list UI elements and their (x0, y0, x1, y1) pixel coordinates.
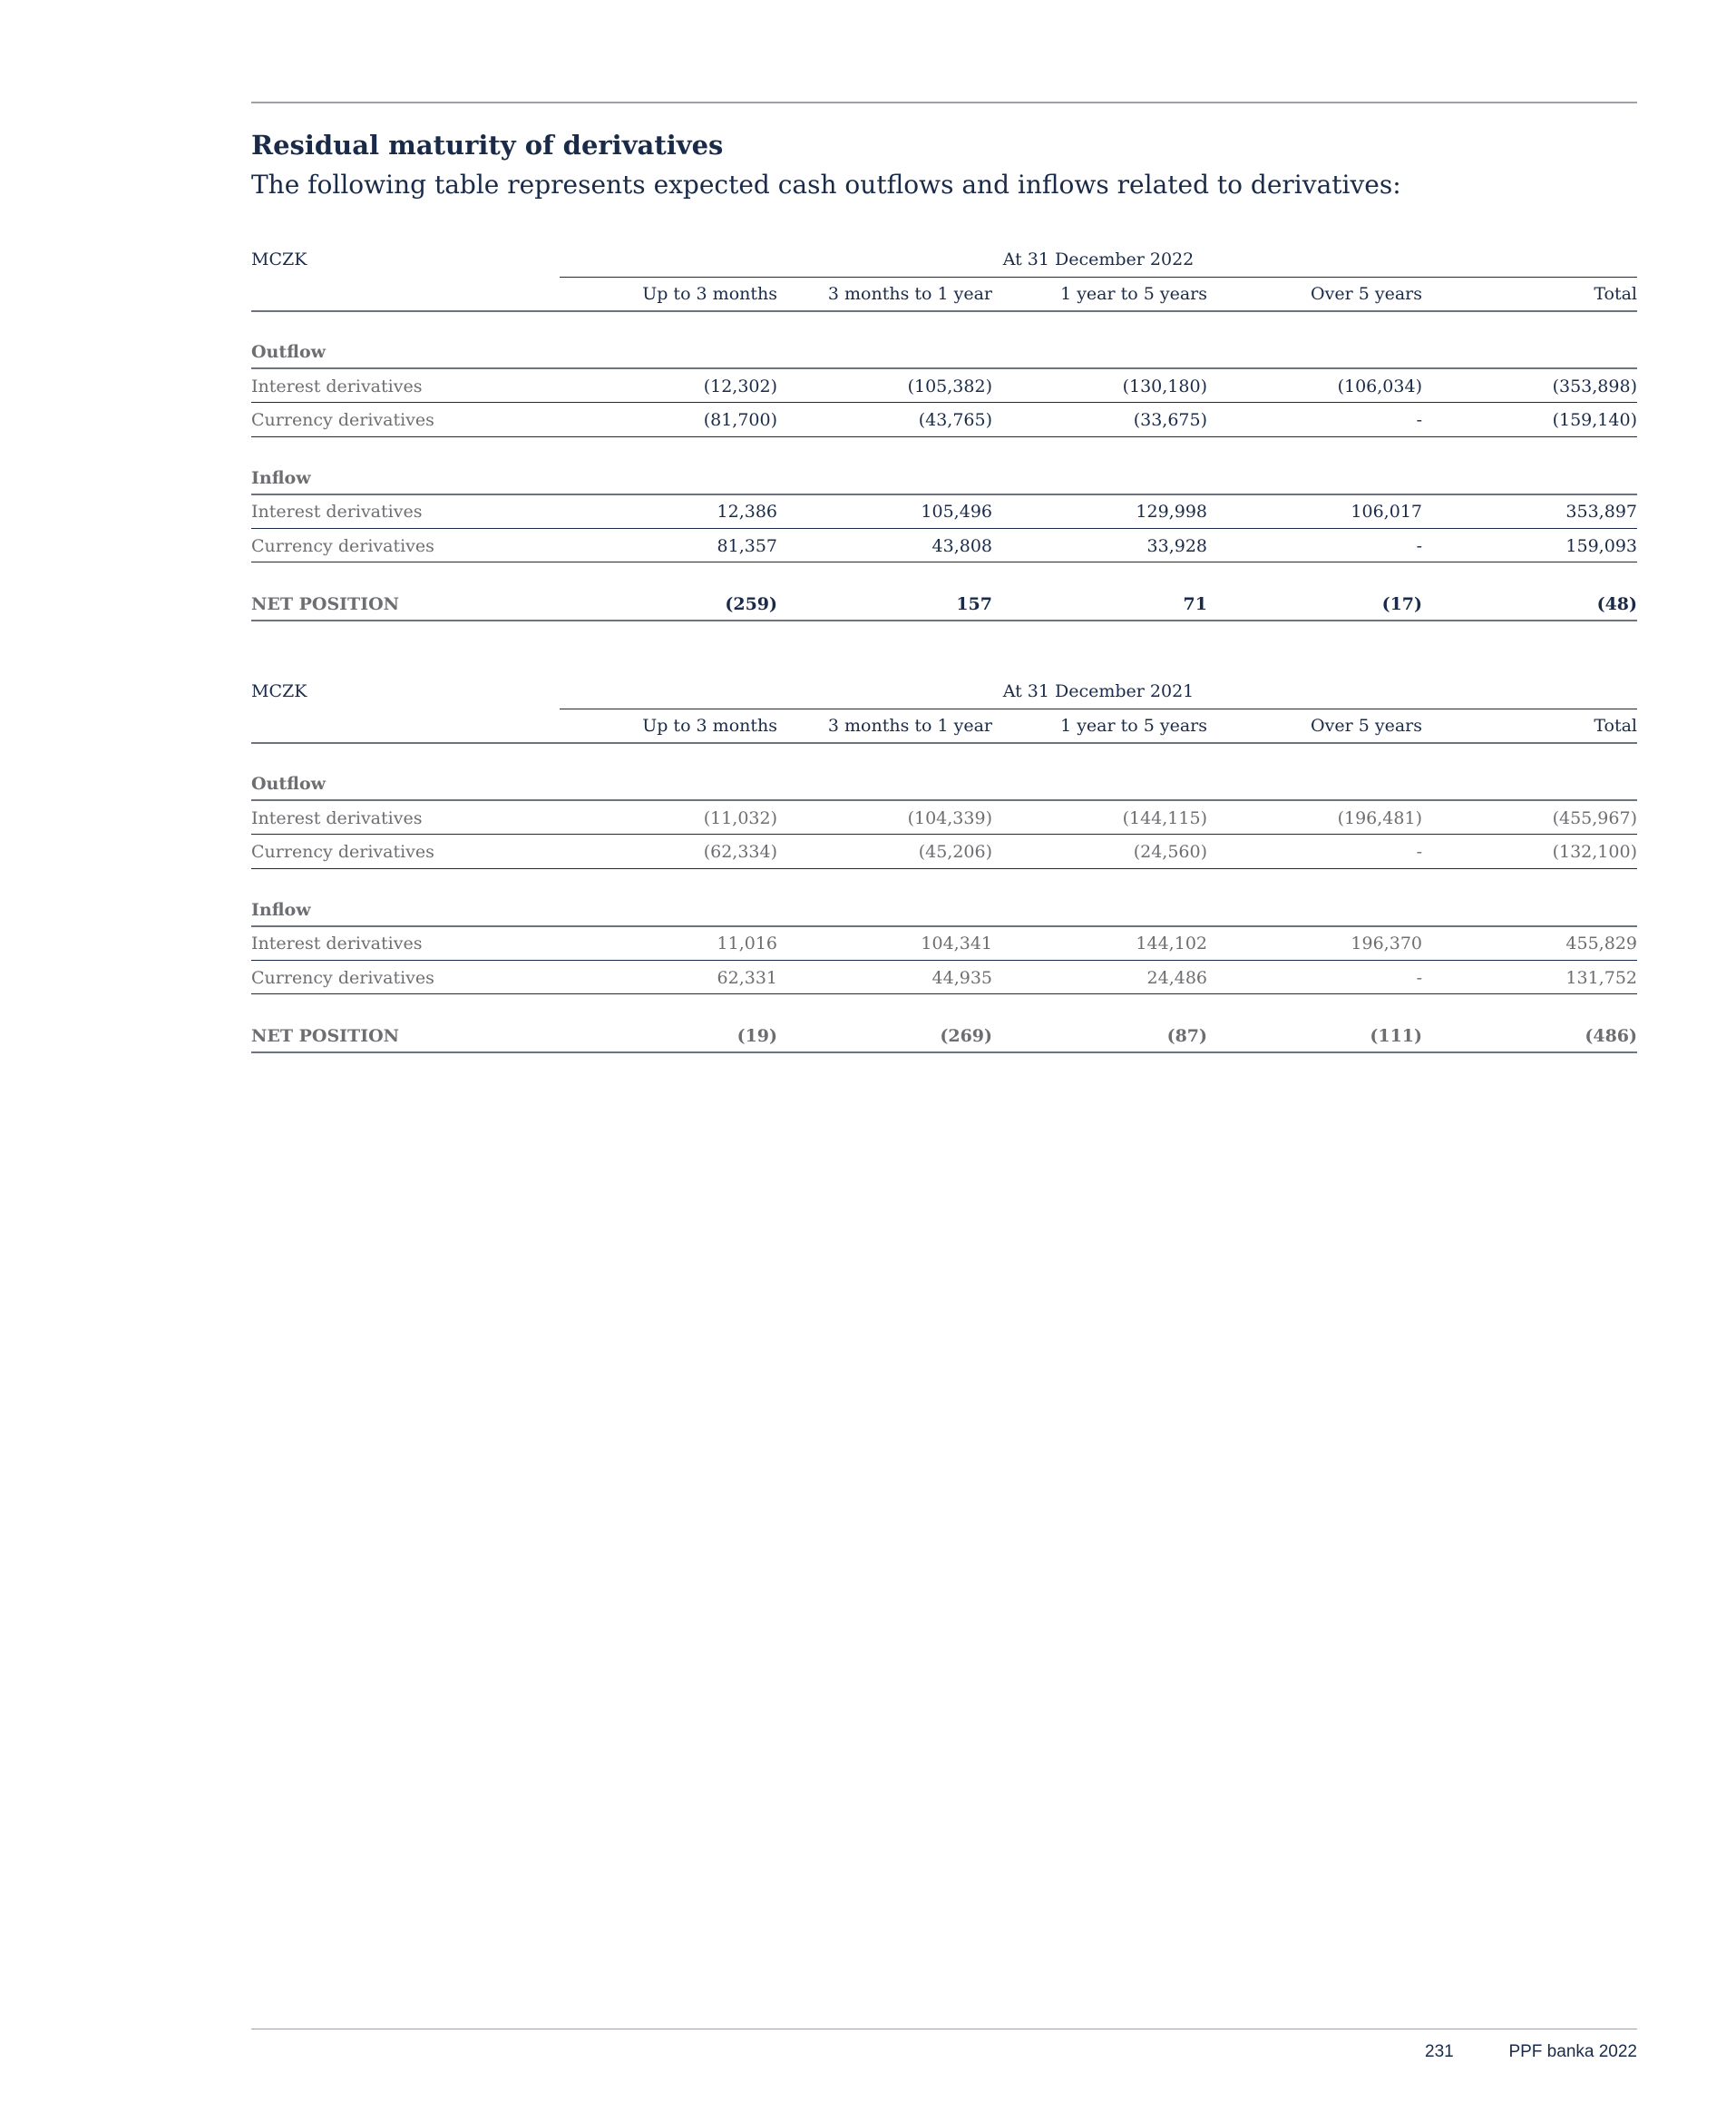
table-cell: - (1416, 842, 1422, 862)
section-rule (251, 494, 1637, 495)
table-cell: (111) (1370, 1026, 1422, 1046)
row-rule (251, 868, 1637, 869)
section-rule (251, 925, 1637, 927)
row-label: Currency derivatives (251, 968, 434, 988)
table-cell: (259) (725, 594, 777, 614)
table-cell: (353,898) (1552, 376, 1637, 396)
table-cell: (130,180) (1122, 376, 1207, 396)
row-rule (251, 993, 1637, 994)
table-cell: (106,034) (1337, 376, 1422, 396)
table-cell: - (1416, 410, 1422, 430)
top-divider (251, 102, 1637, 103)
table-cell: (104,339) (907, 808, 992, 828)
table-cell: 159,093 (1565, 536, 1637, 556)
period-underline (560, 277, 1637, 278)
table-cell: (105,382) (907, 376, 992, 396)
table-cell: (159,140) (1552, 410, 1637, 430)
outflow-section-label: Outflow (251, 774, 326, 794)
net-position-label: NET POSITION (251, 1026, 399, 1046)
column-header: Over 5 years (1311, 716, 1422, 736)
table-cell: 131,752 (1565, 968, 1637, 988)
table-cell: (19) (736, 1026, 777, 1046)
table-cell: (486) (1585, 1026, 1637, 1046)
table-cell: 144,102 (1136, 934, 1207, 953)
column-header: Total (1594, 716, 1637, 736)
table-cell: (24,560) (1133, 842, 1207, 862)
column-header: Total (1594, 284, 1637, 304)
table-cell: 105,496 (921, 502, 992, 522)
publication-name: PPF banka 2022 (1508, 2042, 1637, 2061)
table-cell: (12,302) (703, 376, 777, 396)
table-cell: 11,016 (717, 934, 777, 953)
column-header: 1 year to 5 years (1060, 284, 1207, 304)
table-cell: 71 (1183, 594, 1207, 614)
period-header: At 31 December 2022 (1002, 249, 1195, 269)
table-cell: 106,017 (1351, 502, 1422, 522)
row-label: Interest derivatives (251, 934, 423, 953)
header-rule (251, 742, 1637, 744)
section-heading: Residual maturity of derivatives (251, 130, 724, 161)
row-label: Interest derivatives (251, 502, 423, 522)
row-label: Currency derivatives (251, 536, 434, 556)
table-cell: - (1416, 536, 1422, 556)
table-cell: 196,370 (1351, 934, 1422, 953)
table-cell: (45,206) (918, 842, 992, 862)
table-cell: 62,331 (717, 968, 777, 988)
table-cell: (48) (1596, 594, 1637, 614)
table-cell: (87) (1166, 1026, 1207, 1046)
section-rule (251, 799, 1637, 801)
row-rule (251, 960, 1637, 961)
outflow-section-label: Outflow (251, 342, 326, 362)
table-cell: 12,386 (717, 502, 777, 522)
unit-label: MCZK (251, 681, 307, 701)
inflow-section-label: Inflow (251, 900, 311, 920)
column-header: 1 year to 5 years (1060, 716, 1207, 736)
row-label: Currency derivatives (251, 842, 434, 862)
table-cell: (17) (1381, 594, 1422, 614)
period-header: At 31 December 2021 (1002, 681, 1195, 701)
column-header: 3 months to 1 year (827, 284, 992, 304)
column-header: Over 5 years (1311, 284, 1422, 304)
row-rule (251, 528, 1637, 529)
column-header: 3 months to 1 year (827, 716, 992, 736)
table-cell: (144,115) (1122, 808, 1207, 828)
intro-text: The following table represents expected cash outflows and inflows related to derivatives: (251, 170, 1401, 200)
table-cell: 353,897 (1565, 502, 1637, 522)
table-cell: - (1416, 968, 1422, 988)
column-header: Up to 3 months (642, 716, 777, 736)
table-cell: 81,357 (717, 536, 777, 556)
table-cell: (81,700) (703, 410, 777, 430)
row-rule (251, 834, 1637, 835)
row-label: Interest derivatives (251, 376, 423, 396)
inflow-section-label: Inflow (251, 468, 311, 488)
unit-label: MCZK (251, 249, 307, 269)
table-cell: 44,935 (931, 968, 992, 988)
table-bottom-rule (251, 620, 1637, 621)
table-cell: (33,675) (1133, 410, 1207, 430)
row-label: Interest derivatives (251, 808, 423, 828)
table-cell: 24,486 (1146, 968, 1207, 988)
net-position-label: NET POSITION (251, 594, 399, 614)
table-cell: (43,765) (918, 410, 992, 430)
table-cell: 157 (956, 594, 992, 614)
row-rule (251, 402, 1637, 403)
table-cell: (11,032) (703, 808, 777, 828)
row-rule (251, 436, 1637, 437)
table-bottom-rule (251, 1051, 1637, 1053)
row-label: Currency derivatives (251, 410, 434, 430)
table-cell: 104,341 (921, 934, 992, 953)
table-cell: 43,808 (931, 536, 992, 556)
column-header: Up to 3 months (642, 284, 777, 304)
table-cell: (269) (940, 1026, 992, 1046)
table-cell: (455,967) (1552, 808, 1637, 828)
table-cell: 129,998 (1136, 502, 1207, 522)
table-cell: (62,334) (703, 842, 777, 862)
table-cell: (196,481) (1337, 808, 1422, 828)
section-rule (251, 367, 1637, 369)
table-cell: (132,100) (1552, 842, 1637, 862)
table-cell: 33,928 (1146, 536, 1207, 556)
table-cell: 455,829 (1565, 934, 1637, 953)
header-rule (251, 310, 1637, 312)
page-number: 231 (1425, 2042, 1454, 2061)
document-page (251, 0, 1637, 2122)
